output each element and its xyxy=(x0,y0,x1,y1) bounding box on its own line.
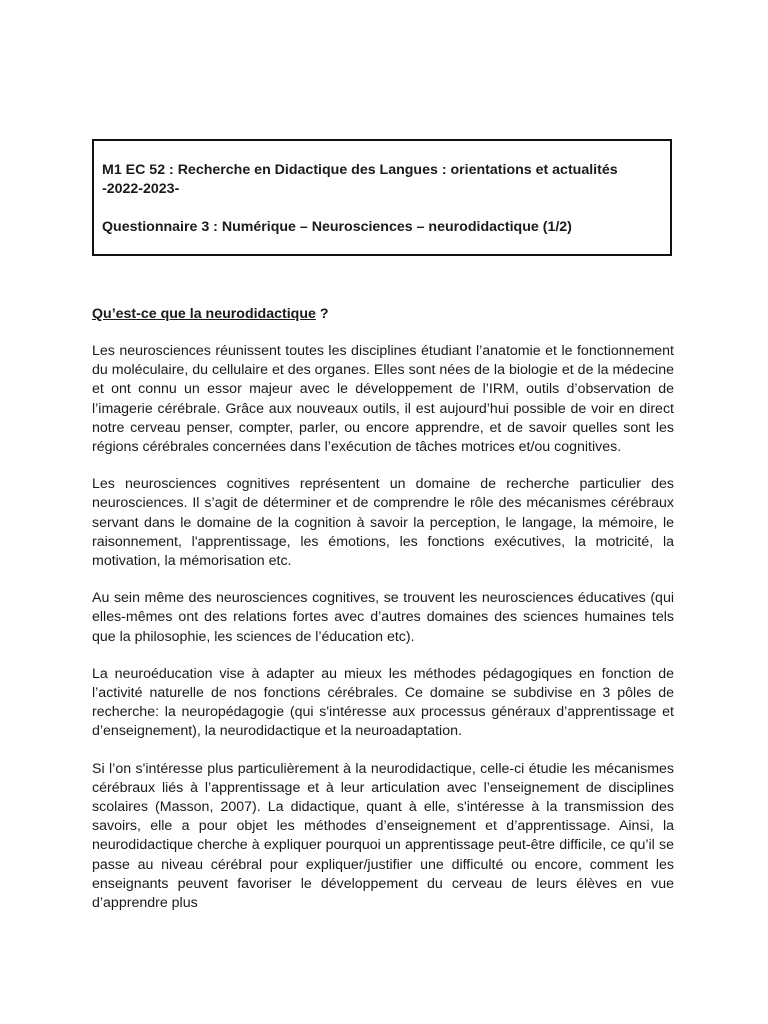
paragraph-neurosciences: Les neurosciences réunissent toutes les disciplines étudiant l’anatomie et le fonctionnement du moléculaire, du cellulaire et des organes. Elles sont nées de la biologie et de la médecine et ont connu un essor majeur avec le développement de l’IRM, outils d’observation de l’imagerie cérébrale. Grâce aux nouveaux outils, il est aujourd’hui possible de voir en direct notre cerveau penser, compter, parler, ou encore apprendre, et de savoir quelles sont les régions cérébrales concernées dans l’exécution de tâches motrices et/ou cognitives. xyxy=(92,343,674,456)
course-title: M1 EC 52 : Recherche en Didactique des Langues : orientations et actualités xyxy=(102,162,618,178)
course-header-box xyxy=(92,139,672,256)
document-body xyxy=(92,305,674,931)
paragraph-educational-neurosciences: Au sein même des neurosciences cognitives, se trouvent les neurosciences éducatives (qui elles-mêmes ont des relations fortes avec d’autres domaines des sciences humaines tels que la philosophie, les sciences de l’éducation etc). xyxy=(92,590,674,645)
academic-year: -2022-2023- xyxy=(102,181,180,197)
paragraph-cognitive-neurosciences: Les neurosciences cognitives représentent un domaine de recherche particulier des neurosciences. Il s’agit de déterminer et de comprendre le rôle des mécanismes cérébraux servant dans le domaine de la cognition à savoir la perception, le langage, la mémoire, le raisonnement, l'apprentissage, les émotions, les fonctions exécutives, la motricité, la motivation, la mémorisation etc. xyxy=(92,476,674,570)
section-heading-suffix: ? xyxy=(315,306,329,322)
section-heading-underlined: Qu’est-ce que la neurodidactique xyxy=(92,306,316,322)
questionnaire-title: Questionnaire 3 : Numérique – Neurosciences – neurodidactique (1/2) xyxy=(102,219,572,235)
paragraph-neurodidactics: Si l’on s'intéresse plus particulièrement à la neurodidactique, celle-ci étudie les mécanismes cérébraux liés à l’apprentissage et à leur articulation avec l’enseignement de disciplines scolaires (Masson, 2007). La didactique, quant à elle, s'intéresse à la transmission des savoirs, elle a pour objet les méthodes d’enseignement et d’apprentissage. Ainsi, la neurodidactique cherche à expliquer pourquoi un apprentissage peut-être difficile, ce qu’il se passe au niveau cérébral pour expliquer/justifier une difficulté ou encore, comment les enseignants peuvent favoriser le développement du cerveau de leurs élèves en vue d’apprendre plus xyxy=(92,760,674,912)
paragraph-neuroeducation: La neuroéducation vise à adapter au mieux les méthodes pédagogiques en fonction de l’activité naturelle de nos fonctions cérébrales. Ce domaine se subdivise en 3 pôles de recherche: la neuropédagogie (qui s'intéresse aux processus généraux d’apprentissage et d’enseignement), la neurodidactique et la neuroadaptation. xyxy=(92,665,674,740)
section-heading xyxy=(92,305,674,324)
